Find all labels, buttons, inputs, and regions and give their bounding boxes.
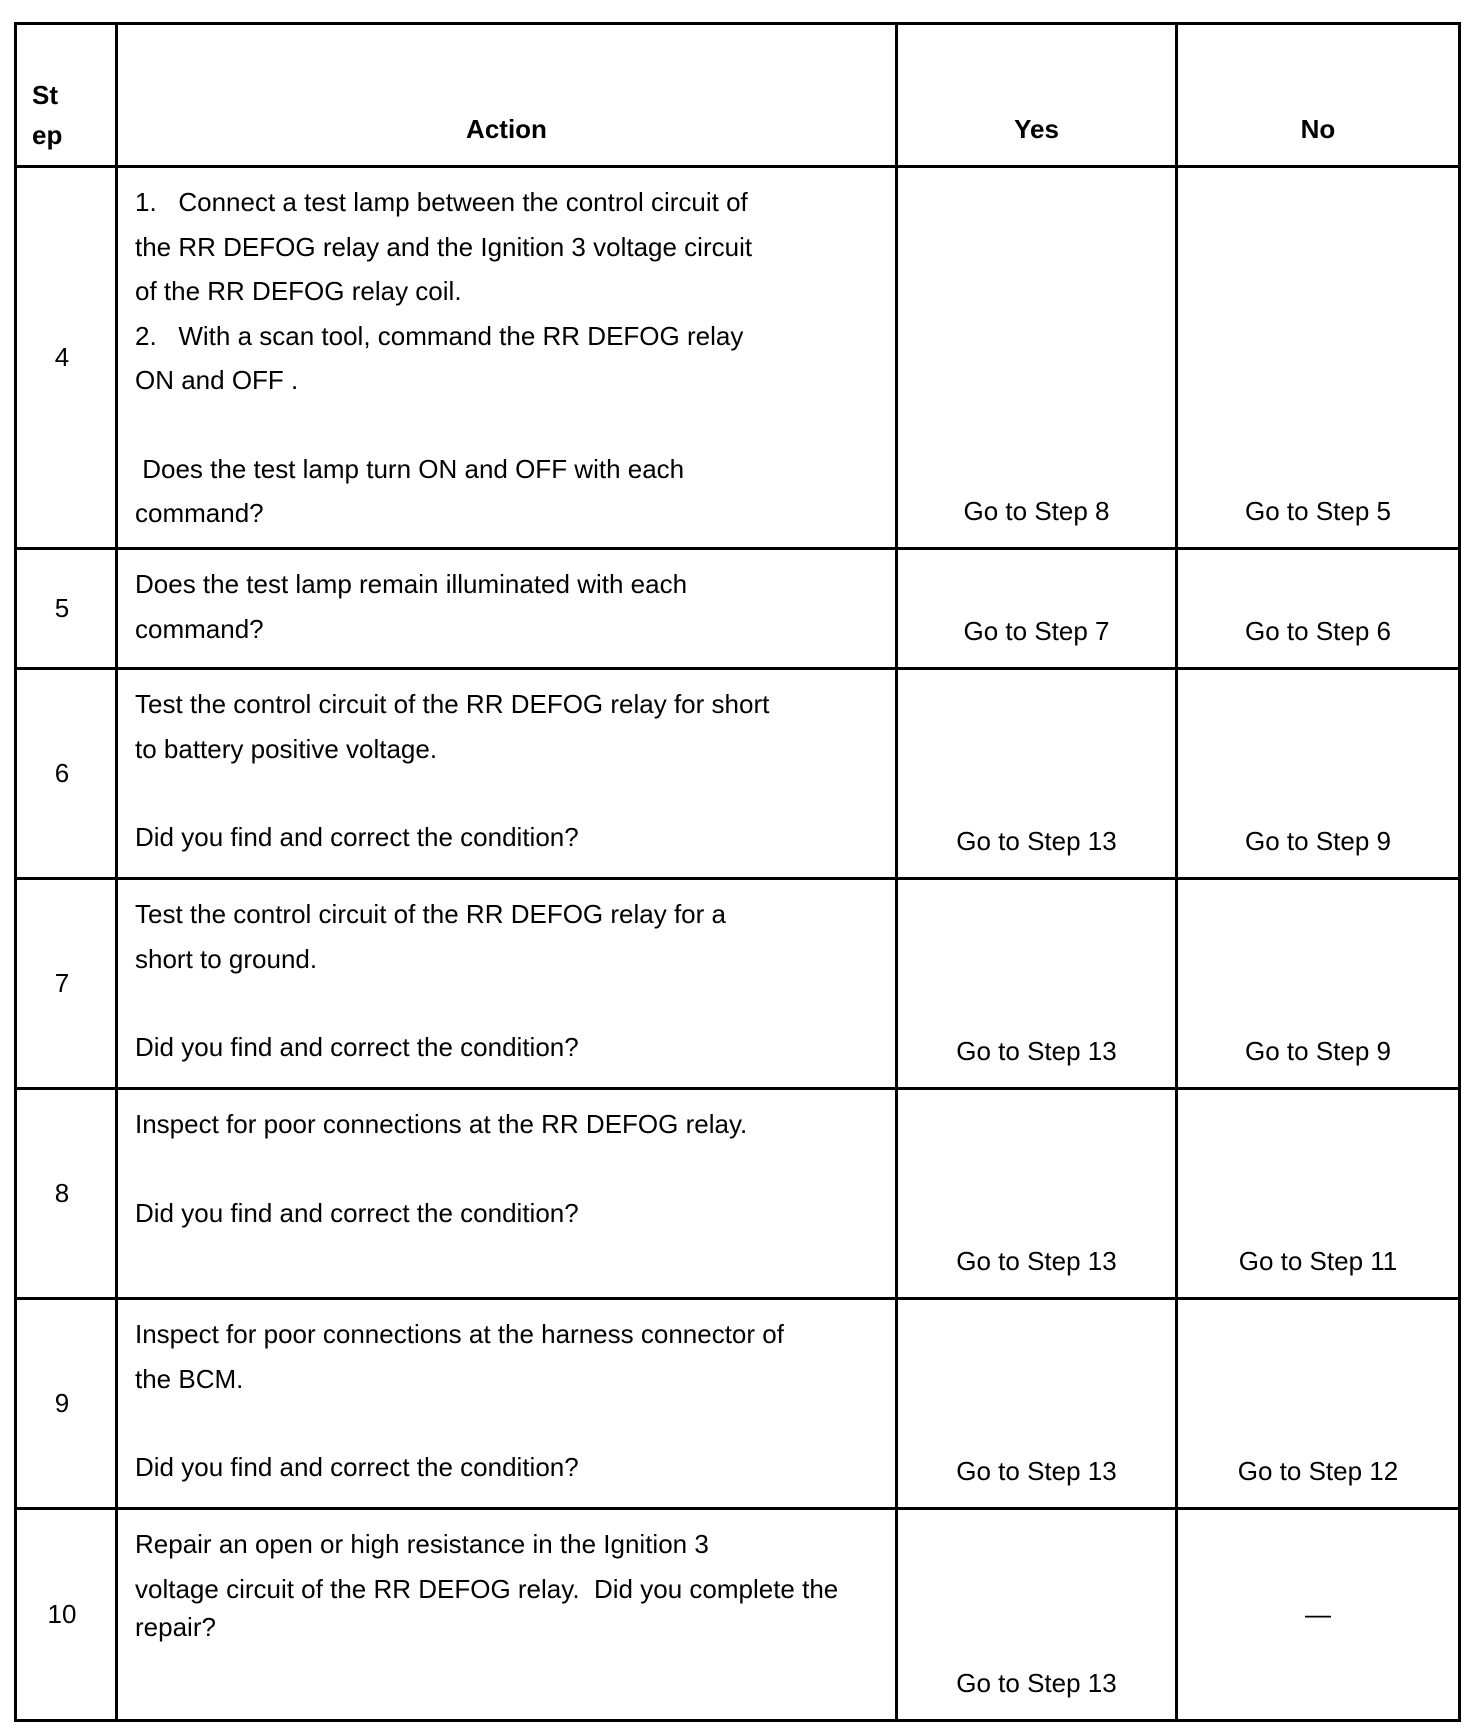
header-no: No xyxy=(1177,24,1460,167)
no-outcome: Go to Step 6 xyxy=(1177,549,1460,669)
step-number: 6 xyxy=(16,669,117,879)
header-action: Action xyxy=(117,24,897,167)
yes-outcome: Go to Step 8 xyxy=(897,167,1177,549)
no-outcome: Go to Step 9 xyxy=(1177,879,1460,1089)
step-number: 7 xyxy=(16,879,117,1089)
no-outcome: Go to Step 12 xyxy=(1177,1299,1460,1509)
action-cell xyxy=(117,879,897,1089)
action-line: Inspect for poor connections at the harness connector of xyxy=(135,1319,784,1349)
step-number: 10 xyxy=(16,1509,117,1721)
action-question: Did you find and correct the condition? xyxy=(135,1032,579,1062)
action-line: ON and OFF . xyxy=(135,365,299,395)
step-number: 9 xyxy=(16,1299,117,1509)
header-step: St ep xyxy=(16,24,117,167)
action-line: of the RR DEFOG relay coil. xyxy=(135,276,462,306)
action-cell xyxy=(117,669,897,879)
header-row xyxy=(16,24,1460,167)
yes-outcome: Go to Step 13 xyxy=(897,1089,1177,1299)
no-outcome: Go to Step 5 xyxy=(1177,167,1460,549)
yes-outcome: Go to Step 13 xyxy=(897,1509,1177,1721)
action-line: the BCM. xyxy=(135,1363,244,1394)
yes-outcome: Go to Step 13 xyxy=(897,1299,1177,1509)
action-line: Test the control circuit of the RR DEFOG relay for short xyxy=(135,689,770,719)
action-cell xyxy=(117,167,897,549)
action-cell xyxy=(117,1509,897,1721)
action-question: Did you find and correct the condition? xyxy=(135,822,579,852)
action-question: Did you find and correct the condition? xyxy=(135,1197,579,1228)
yes-outcome: Go to Step 13 xyxy=(897,669,1177,879)
step-number: 5 xyxy=(16,549,117,669)
diagnostic-steps-table xyxy=(14,22,1461,1722)
action-line: the RR DEFOG relay and the Ignition 3 voltage circuit xyxy=(135,231,753,262)
table-row xyxy=(16,1299,1460,1509)
action-line: Test the control circuit of the RR DEFOG relay for a xyxy=(135,899,726,929)
no-outcome: Go to Step 11 xyxy=(1177,1089,1460,1299)
yes-outcome: Go to Step 7 xyxy=(897,549,1177,669)
no-outcome: Go to Step 9 xyxy=(1177,669,1460,879)
action-line: Repair an open or high resistance in the Ignition 3 xyxy=(135,1529,709,1559)
yes-outcome: Go to Step 13 xyxy=(897,879,1177,1089)
action-question: Does the test lamp turn ON and OFF with each command? xyxy=(135,453,685,528)
table-row xyxy=(16,549,1460,669)
action-cell xyxy=(117,1299,897,1509)
action-line: 1. Connect a test lamp between the control circuit of xyxy=(135,187,748,217)
action-line: Inspect for poor connections at the RR DEFOG relay. xyxy=(135,1109,748,1139)
table-row xyxy=(16,1509,1460,1721)
action-line: 2. With a scan tool, command the RR DEFOG relay xyxy=(135,320,744,351)
table-row xyxy=(16,1089,1460,1299)
table-row xyxy=(16,879,1460,1089)
action-line: short to ground. xyxy=(135,943,318,974)
table-row xyxy=(16,167,1460,549)
action-question: Did you find and correct the condition? xyxy=(135,1452,579,1482)
action-line: voltage circuit of the RR DEFOG relay. Did you complete the xyxy=(135,1573,839,1604)
header-yes: Yes xyxy=(897,24,1177,167)
step-number: 4 xyxy=(16,167,117,549)
action-cell xyxy=(117,549,897,669)
action-cell xyxy=(117,1089,897,1299)
action-line: repair? xyxy=(135,1612,216,1642)
no-outcome: — xyxy=(1177,1509,1460,1721)
action-line: to battery positive voltage. xyxy=(135,733,438,764)
action-question: Does the test lamp remain illuminated with each command? xyxy=(135,569,688,644)
step-number: 8 xyxy=(16,1089,117,1299)
table-row xyxy=(16,669,1460,879)
